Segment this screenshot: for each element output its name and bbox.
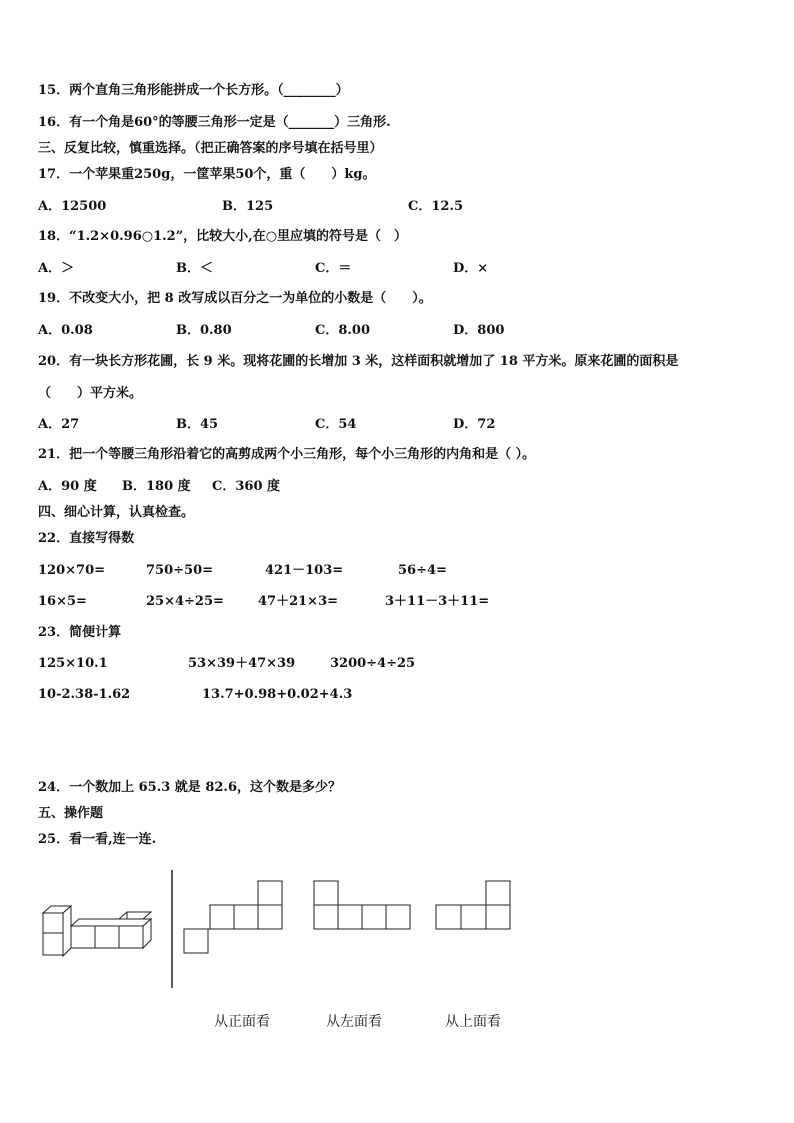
caption-front-view: 从正面看 <box>214 1014 270 1030</box>
question-16: 16．有一个角是60°的等腰三角形一定是（_______）三角形. <box>38 115 391 130</box>
views-figure <box>38 868 538 993</box>
caption-top-view: 从上面看 <box>445 1014 501 1030</box>
question-24: 24．一个数加上 65.3 就是 82.6，这个数是多少？ <box>38 780 341 795</box>
q17-option-b: B．125 <box>222 199 274 214</box>
q21-option-b: B．180 度 <box>122 479 191 494</box>
q22-item-1: 120×70= <box>38 563 106 578</box>
question-19-stem: 19．不改变大小，把 8 改写成以百分之一为单位的小数是（ ）。 <box>38 291 432 306</box>
q22-item-5: 16×5= <box>38 594 87 609</box>
q21-option-a: A．90 度 <box>38 479 97 494</box>
q20-option-b: B．45 <box>176 417 219 432</box>
q17-option-a: A．12500 <box>38 199 107 214</box>
q17-option-c: C．12.5 <box>408 199 464 214</box>
q23-item-5: 13.7+0.98+0.02+4.3 <box>202 687 353 702</box>
q18-option-a: A．＞ <box>38 261 75 276</box>
caption-left-view: 从左面看 <box>326 1014 382 1030</box>
q19-option-c: C．8.00 <box>315 323 371 338</box>
q22-item-2: 750÷50= <box>146 563 214 578</box>
q18-option-d: D．× <box>453 261 489 276</box>
q19-option-b: B．0.80 <box>176 323 232 338</box>
question-15: 15．两个直角三角形能拼成一个长方形。（________） <box>38 83 349 98</box>
section-3-heading: 三、反复比较，慎重选择。（把正确答案的序号填在括号里） <box>38 141 383 156</box>
q22-item-4: 56÷4= <box>398 563 447 578</box>
question-20-stem: 20．有一块长方形花圃，长 9 米。现将花圃的长增加 3 米，这样面积就增加了 18 平方米。原来花圃的面积是 <box>38 354 679 369</box>
q19-option-d: D．800 <box>453 323 505 338</box>
q20-option-d: D．72 <box>453 417 496 432</box>
view-figure-2 <box>314 881 410 929</box>
question-20-stem-cont: （ ）平方米。 <box>38 386 143 401</box>
isometric-solid <box>43 906 151 956</box>
view-figure-1 <box>184 881 282 953</box>
view-figure-3 <box>436 881 510 929</box>
q19-option-a: A．0.08 <box>38 323 93 338</box>
q20-option-c: C．54 <box>315 417 357 432</box>
section-5-heading: 五、操作题 <box>38 806 104 821</box>
q23-item-4: 10-2.38-1.62 <box>38 687 131 702</box>
q21-option-c: C．360 度 <box>212 479 281 494</box>
question-17-stem: 17．一个苹果重250g，一筐苹果50个，重（ ）kg。 <box>38 167 376 182</box>
q22-item-7: 47＋21×3= <box>258 594 339 609</box>
question-23-title: 23．简便计算 <box>38 625 122 640</box>
section-4-heading: 四、细心计算，认真检查。 <box>38 505 195 520</box>
q18-option-c: C．＝ <box>315 261 352 276</box>
question-18-stem: 18．“1.2×0.96○1.2”，比较大小,在○里应填的符号是（ ） <box>38 229 408 244</box>
question-25-title: 25．看一看,连一连. <box>38 832 157 847</box>
q22-item-6: 25×4÷25= <box>146 594 224 609</box>
q23-item-1: 125×10.1 <box>38 656 108 671</box>
q22-item-3: 421－103= <box>265 563 344 578</box>
question-22-title: 22．直接写得数 <box>38 531 135 546</box>
q22-item-8: 3＋11－3＋11= <box>385 594 490 609</box>
q23-item-2: 53×39＋47×39 <box>188 656 296 671</box>
q20-option-a: A．27 <box>38 417 80 432</box>
question-21-stem: 21．把一个等腰三角形沿着它的高剪成两个小三角形，每个小三角形的内角和是（ ）。 <box>38 447 536 462</box>
q18-option-b: B．＜ <box>176 261 213 276</box>
q23-item-3: 3200÷4÷25 <box>330 656 416 671</box>
